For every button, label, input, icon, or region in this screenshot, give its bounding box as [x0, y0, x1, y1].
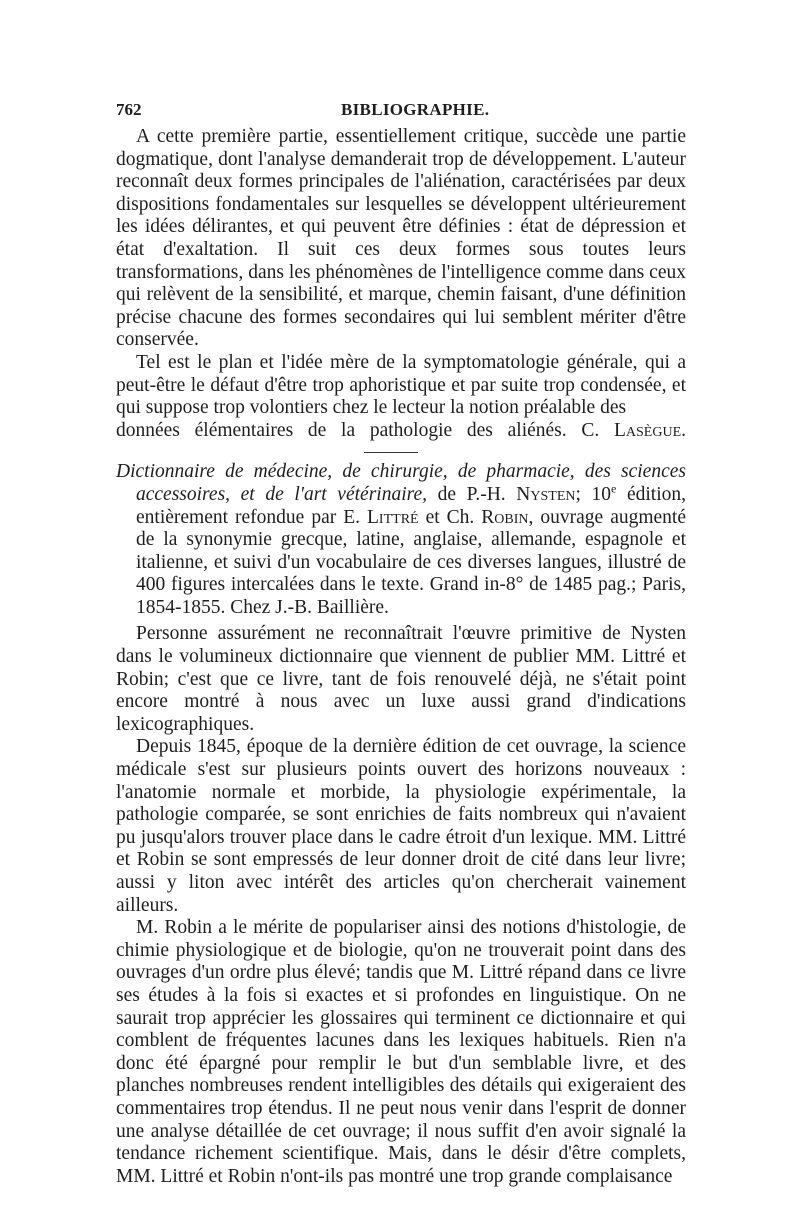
- review1-paragraph-2-end: données élémentaires de la pathologie des aliénés.: [116, 419, 567, 441]
- review1-closing-line: [116, 420, 686, 443]
- entry-by: de P.-H.: [437, 483, 506, 505]
- entry-edition-number: ; 10: [575, 483, 612, 505]
- page-number: 762: [116, 100, 142, 119]
- entry-title: Dictionnaire de médecine, de chirurgie, de pharmacie, des sciences accessoires, et de l'art vétérinaire,: [116, 461, 686, 505]
- review-dictionary: [116, 623, 686, 1188]
- review2-paragraph-3: M. Robin a le mérite de populariser ainsi des notions d'histologie, de chimie physiologique et de biologie, qu'on ne trouverait point dans des ouvrages d'un ordre plus élevé; tandis que M. Littré répand dans ce livre ses études à la fois si exactes et si profondes en linguistique. On ne saurait trop apprécier les glossaires qui terminent ce dictionnaire et qui comblent de fréquentes lacunes dans les lexiques habituels. Rien n'a donc été épargné pour remplir le but d'un semblable livre, et des planches nombreuses rendent intelligibles des détails qui exigeraient des commentaires trop étendus. Il ne peut nous venir dans l'esprit de donner une analyse détaillée de cet ouvrage; il nous suffit d'en avoir signalé la tendance richement scientifique. Mais, dans le désir d'être complets, MM. Littré et Robin n'ont-ils pas montré une trop grande complaisance: [116, 917, 686, 1187]
- review2-paragraph-2: Depuis 1845, époque de la dernière édition de cet ouvrage, la science médicale s'est sur plusieurs points ouvert des horizons nouveaux : l'anatomie normale et morbide, la physiologie expérimentale, la pathologie comparée, se sont enrichies de faits nombreux qui n'avaient pu jusqu'alors trouver place dans le cadre étroit d'un lexique. MM. Littré et Robin se sont empressés de leur donner droit de cité dans leur livre; aussi y liton avec intérêt des articles qu'on chercherait vainement ailleurs.: [116, 736, 686, 916]
- entry-and: et Ch.: [425, 506, 475, 528]
- section-divider: [364, 452, 418, 453]
- entry-edition-superscript: e: [611, 481, 617, 496]
- running-title: BIBLIOGRAPHIE.: [341, 100, 490, 119]
- review2-paragraph-1: Personne assurément ne reconnaîtrait l'œuvre primitive de Nysten dans le volumineux dictionnaire que viennent de publier MM. Littré et Robin; c'est que ce livre, tant de fois renouvelé déjà, ne s'était point encore montré à nous avec un luxe aussi grand d'indications lexicographiques.: [116, 623, 686, 735]
- page-header: [116, 100, 686, 126]
- entry-author: Nysten: [516, 483, 576, 505]
- review-lasegue: [116, 126, 686, 442]
- review1-paragraph-2: Tel est le plan et l'idée mère de la symptomatologie générale, qui a peut-être le défaut d'être trop aphoristique et par suite trop condensée, et qui suppose trop volontiers chez le lecteur la notion préalable des: [116, 351, 686, 419]
- bibliographic-entry: [116, 461, 686, 619]
- book-page: [116, 100, 686, 1188]
- entry-details: , ouvrage augmenté de la synonymie grecque, latine, anglaise, allemande, espagnole et italienne, et suivi d'un vocabulaire de ces diverses langues, illustré de 400 figures intercalées dans le texte. Grand in-8° de 1485 pag.; Paris, 1854-1855. Chez J.-B. Baillière.: [136, 506, 687, 618]
- entry-reviser-2: Robin: [481, 506, 529, 528]
- review1-paragraph-1: A cette première partie, essentiellement critique, succède une partie dogmatique, dont l'analyse demanderait trop de développement. L'auteur reconnaît deux formes principales de l'aliénation, caractérisées par deux dispositions fondamentales sur lesquelles se développent ultérieurement les idées délirantes, et qui peuvent être définies : état de dépression et état d'exaltation. Il suit ces deux formes sous toutes leurs transformations, dans les phénomènes de l'intelligence comme dans ceux qui relèvent de la sensibilité, et marque, chemin faisant, d'une définition précise chacune des formes secondaires qui lui semblent mériter d'être conservée.: [116, 126, 686, 351]
- entry-edition-text: édition, entièrement refondue par E.: [136, 483, 687, 528]
- reviewer-signature: C. Lasègue.: [581, 419, 686, 441]
- entry-reviser-1: Littré: [367, 506, 419, 528]
